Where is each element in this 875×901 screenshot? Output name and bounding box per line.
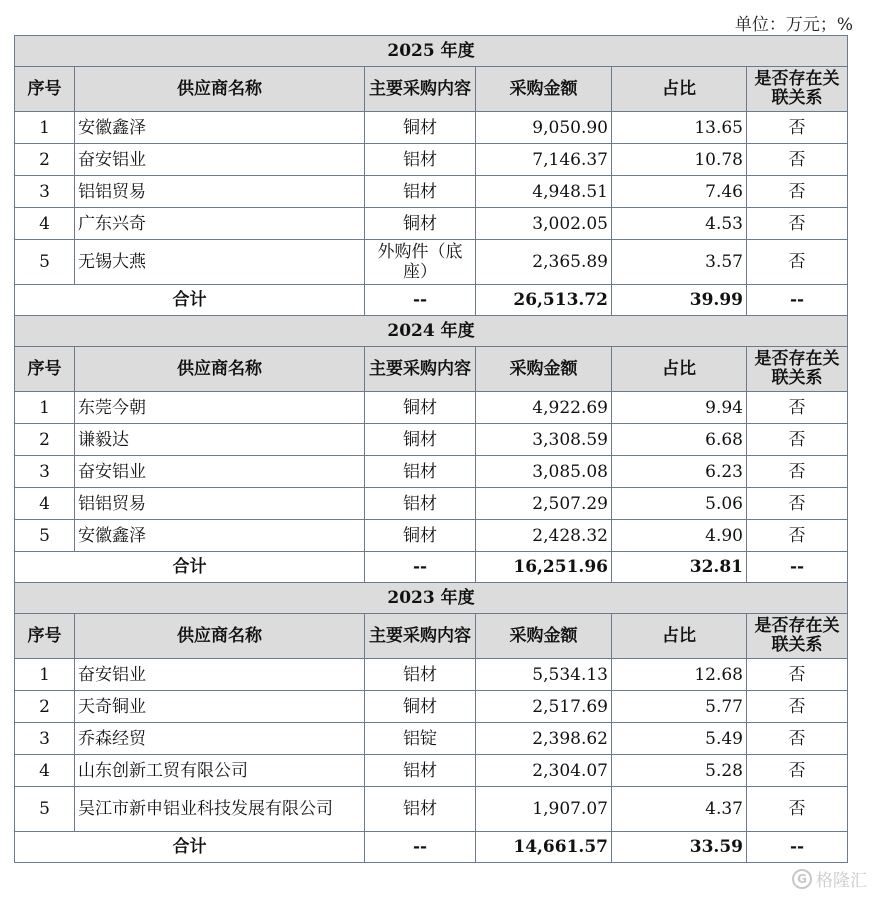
cell-amount: 5,534.13 xyxy=(476,659,612,691)
col-content: 主要采购内容 xyxy=(365,347,476,392)
total-content: -- xyxy=(365,285,476,316)
cell-seq: 4 xyxy=(15,755,75,787)
table-row xyxy=(15,392,848,424)
cell-seq: 3 xyxy=(15,176,75,208)
cell-amount: 2,428.32 xyxy=(476,520,612,552)
cell-supplier: 安徽鑫泽 xyxy=(75,112,365,144)
cell-related: 否 xyxy=(747,240,848,285)
cell-seq: 5 xyxy=(15,520,75,552)
cell-content: 铝材 xyxy=(365,456,476,488)
table-row xyxy=(15,112,848,144)
col-related: 是否存在关联关系 xyxy=(747,347,848,392)
cell-ratio: 4.53 xyxy=(612,208,747,240)
table-row xyxy=(15,787,848,832)
cell-related: 否 xyxy=(747,723,848,755)
col-seq: 序号 xyxy=(15,347,75,392)
cell-supplier: 安徽鑫泽 xyxy=(75,520,365,552)
unit-label: 单位：万元；% xyxy=(734,15,853,35)
cell-related: 否 xyxy=(747,176,848,208)
cell-seq: 4 xyxy=(15,208,75,240)
cell-ratio: 5.49 xyxy=(612,723,747,755)
cell-supplier: 广东兴奇 xyxy=(75,208,365,240)
table-row xyxy=(15,520,848,552)
cell-amount: 9,050.90 xyxy=(476,112,612,144)
cell-related: 否 xyxy=(747,392,848,424)
table-row xyxy=(15,456,848,488)
cell-ratio: 10.78 xyxy=(612,144,747,176)
cell-content: 铜材 xyxy=(365,392,476,424)
cell-related: 否 xyxy=(747,659,848,691)
cell-supplier: 铝铝贸易 xyxy=(75,176,365,208)
cell-supplier: 铝铝贸易 xyxy=(75,488,365,520)
cell-seq: 4 xyxy=(15,488,75,520)
table-row xyxy=(15,723,848,755)
cell-amount: 1,907.07 xyxy=(476,787,612,832)
cell-content: 铝材 xyxy=(365,787,476,832)
cell-supplier: 奋安铝业 xyxy=(75,456,365,488)
cell-amount: 7,146.37 xyxy=(476,144,612,176)
watermark-logo-icon: G xyxy=(792,869,812,889)
total-content: -- xyxy=(365,552,476,583)
total-row xyxy=(15,285,848,316)
col-seq: 序号 xyxy=(15,614,75,659)
section-year: 2024 年度 xyxy=(15,316,848,347)
col-ratio: 占比 xyxy=(612,347,747,392)
cell-amount: 4,948.51 xyxy=(476,176,612,208)
total-related: -- xyxy=(747,285,848,316)
cell-ratio: 12.68 xyxy=(612,659,747,691)
total-amount: 16,251.96 xyxy=(476,552,612,583)
total-row xyxy=(15,552,848,583)
section-header-2025 xyxy=(15,36,848,67)
cell-ratio: 4.37 xyxy=(612,787,747,832)
cell-content: 铝锭 xyxy=(365,723,476,755)
table-row xyxy=(15,144,848,176)
cell-amount: 2,365.89 xyxy=(476,240,612,285)
cell-ratio: 6.68 xyxy=(612,424,747,456)
cell-ratio: 7.46 xyxy=(612,176,747,208)
total-amount: 26,513.72 xyxy=(476,285,612,316)
cell-related: 否 xyxy=(747,456,848,488)
cell-related: 否 xyxy=(747,691,848,723)
cell-amount: 4,922.69 xyxy=(476,392,612,424)
table-row xyxy=(15,240,848,285)
col-content: 主要采购内容 xyxy=(365,67,476,112)
cell-amount: 2,304.07 xyxy=(476,755,612,787)
cell-amount: 3,002.05 xyxy=(476,208,612,240)
total-amount: 14,661.57 xyxy=(476,832,612,863)
section-year: 2025 年度 xyxy=(15,36,848,67)
cell-related: 否 xyxy=(747,755,848,787)
column-header-row xyxy=(15,347,848,392)
cell-amount: 3,085.08 xyxy=(476,456,612,488)
cell-content: 铝材 xyxy=(365,755,476,787)
col-related: 是否存在关联关系 xyxy=(747,67,848,112)
col-related: 是否存在关联关系 xyxy=(747,614,848,659)
cell-amount: 2,398.62 xyxy=(476,723,612,755)
total-ratio: 33.59 xyxy=(612,832,747,863)
cell-seq: 2 xyxy=(15,424,75,456)
cell-content: 铝材 xyxy=(365,659,476,691)
cell-seq: 2 xyxy=(15,144,75,176)
column-header-row xyxy=(15,67,848,112)
cell-amount: 2,517.69 xyxy=(476,691,612,723)
col-ratio: 占比 xyxy=(612,67,747,112)
cell-content: 铜材 xyxy=(365,112,476,144)
cell-seq: 3 xyxy=(15,456,75,488)
cell-seq: 1 xyxy=(15,659,75,691)
cell-related: 否 xyxy=(747,488,848,520)
cell-related: 否 xyxy=(747,208,848,240)
cell-content: 铜材 xyxy=(365,208,476,240)
watermark xyxy=(792,866,867,891)
col-ratio: 占比 xyxy=(612,614,747,659)
cell-content: 铜材 xyxy=(365,520,476,552)
cell-related: 否 xyxy=(747,424,848,456)
cell-content: 外购件（底座） xyxy=(365,240,476,285)
total-content: -- xyxy=(365,832,476,863)
table-row xyxy=(15,755,848,787)
cell-seq: 3 xyxy=(15,723,75,755)
cell-supplier: 山东创新工贸有限公司 xyxy=(75,755,365,787)
cell-ratio: 5.06 xyxy=(612,488,747,520)
cell-ratio: 13.65 xyxy=(612,112,747,144)
cell-amount: 2,507.29 xyxy=(476,488,612,520)
cell-content: 铝材 xyxy=(365,144,476,176)
col-amount: 采购金额 xyxy=(476,614,612,659)
col-amount: 采购金额 xyxy=(476,67,612,112)
total-label: 合计 xyxy=(15,552,365,583)
cell-related: 否 xyxy=(747,112,848,144)
cell-supplier: 无锡大燕 xyxy=(75,240,365,285)
cell-supplier: 奋安铝业 xyxy=(75,144,365,176)
cell-ratio: 5.28 xyxy=(612,755,747,787)
cell-seq: 1 xyxy=(15,392,75,424)
cell-supplier: 吴江市新申铝业科技发展有限公司 xyxy=(75,787,365,832)
cell-supplier: 谦毅达 xyxy=(75,424,365,456)
section-header-2023 xyxy=(15,583,848,614)
cell-related: 否 xyxy=(747,787,848,832)
cell-supplier: 奋安铝业 xyxy=(75,659,365,691)
cell-content: 铜材 xyxy=(365,424,476,456)
watermark-text: 格隆汇 xyxy=(816,871,867,891)
cell-ratio: 9.94 xyxy=(612,392,747,424)
cell-related: 否 xyxy=(747,144,848,176)
table-row xyxy=(15,176,848,208)
total-label: 合计 xyxy=(15,285,365,316)
cell-related: 否 xyxy=(747,520,848,552)
cell-content: 铝材 xyxy=(365,488,476,520)
table-row xyxy=(15,424,848,456)
total-ratio: 32.81 xyxy=(612,552,747,583)
cell-seq: 1 xyxy=(15,112,75,144)
cell-ratio: 6.23 xyxy=(612,456,747,488)
total-related: -- xyxy=(747,832,848,863)
col-supplier: 供应商名称 xyxy=(75,614,365,659)
cell-content: 铜材 xyxy=(365,691,476,723)
table-row xyxy=(15,488,848,520)
col-seq: 序号 xyxy=(15,67,75,112)
cell-ratio: 5.77 xyxy=(612,691,747,723)
total-related: -- xyxy=(747,552,848,583)
cell-amount: 3,308.59 xyxy=(476,424,612,456)
col-content: 主要采购内容 xyxy=(365,614,476,659)
section-year: 2023 年度 xyxy=(15,583,848,614)
table-row xyxy=(15,659,848,691)
cell-supplier: 乔森经贸 xyxy=(75,723,365,755)
cell-content: 铝材 xyxy=(365,176,476,208)
column-header-row xyxy=(15,614,848,659)
cell-seq: 5 xyxy=(15,240,75,285)
table-row xyxy=(15,691,848,723)
table-row xyxy=(15,208,848,240)
cell-seq: 5 xyxy=(15,787,75,832)
col-supplier: 供应商名称 xyxy=(75,347,365,392)
supplier-table xyxy=(14,35,848,863)
total-ratio: 39.99 xyxy=(612,285,747,316)
col-supplier: 供应商名称 xyxy=(75,67,365,112)
col-amount: 采购金额 xyxy=(476,347,612,392)
cell-supplier: 东莞今朝 xyxy=(75,392,365,424)
cell-ratio: 3.57 xyxy=(612,240,747,285)
total-row xyxy=(15,832,848,863)
total-label: 合计 xyxy=(15,832,365,863)
section-header-2024 xyxy=(15,316,848,347)
cell-seq: 2 xyxy=(15,691,75,723)
cell-ratio: 4.90 xyxy=(612,520,747,552)
cell-supplier: 天奇铜业 xyxy=(75,691,365,723)
